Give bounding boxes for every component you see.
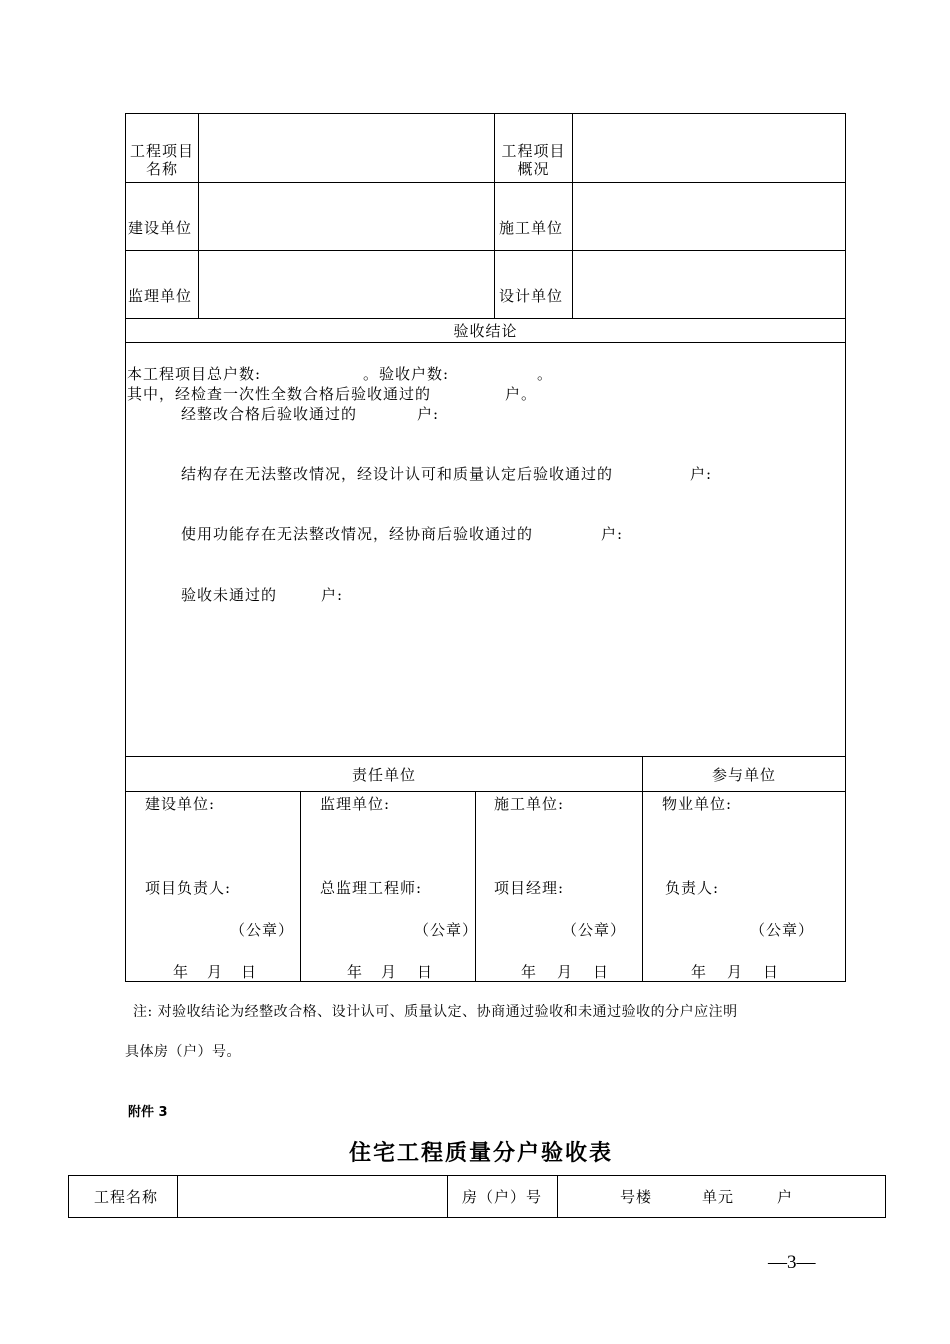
project-overview-label bbox=[495, 142, 572, 178]
sign-person-label: 项目负责人: bbox=[145, 879, 232, 897]
page-number: —3— bbox=[768, 1252, 816, 1273]
date-month: 月 bbox=[381, 963, 398, 981]
total-households-label: 本工程项目总户数: bbox=[127, 365, 262, 383]
construction-unit-field[interactable] bbox=[200, 184, 492, 249]
conclusion-header: 验收结论 bbox=[453, 322, 518, 340]
unit-label: 单元 bbox=[702, 1188, 735, 1206]
seal-label: （公章） bbox=[562, 921, 627, 939]
sign-person-label: 总监理工程师: bbox=[320, 879, 423, 897]
project-name-label-2: 工程名称 bbox=[94, 1188, 159, 1206]
date-year: 年 bbox=[521, 963, 538, 981]
date-month: 月 bbox=[207, 963, 224, 981]
responsible-units-header: 责任单位 bbox=[351, 766, 416, 784]
contractor-unit-field[interactable] bbox=[574, 184, 844, 249]
contractor-unit-label: 施工单位 bbox=[499, 219, 564, 237]
date-day: 日 bbox=[593, 963, 610, 981]
project-name-label bbox=[126, 142, 198, 178]
structure-text: 结构存在无法整改情况，经设计认可和质量认定后验收通过的 bbox=[181, 465, 614, 483]
note-line-1: 注: 对验收结论为经整改合格、设计认可、质量认定、协商通过验收和未通过验收的分户应注明 bbox=[133, 1004, 738, 1020]
date-day: 日 bbox=[241, 963, 258, 981]
date-year: 年 bbox=[347, 963, 364, 981]
attachment-label: 附件 3 bbox=[128, 1105, 168, 1120]
sign-person-label: 负责人: bbox=[665, 879, 720, 897]
sign-unit-label: 施工单位: bbox=[494, 795, 565, 813]
project-name-label-line1: 工程项目 bbox=[129, 142, 194, 160]
function-unit: 户: bbox=[601, 525, 624, 543]
design-unit-label: 设计单位 bbox=[499, 287, 564, 305]
sign-unit-label: 建设单位: bbox=[145, 795, 216, 813]
project-name-label-line2: 名称 bbox=[145, 160, 178, 178]
room-number-label: 房（户）号 bbox=[462, 1188, 543, 1206]
failed-text: 验收未通过的 bbox=[181, 586, 278, 604]
sign-unit-label: 物业单位: bbox=[662, 795, 733, 813]
project-overview-field[interactable] bbox=[574, 115, 844, 181]
note-line-2: 具体房（户）号。 bbox=[125, 1044, 241, 1060]
project-name-field-2[interactable] bbox=[179, 1177, 445, 1216]
function-text: 使用功能存在无法整改情况，经协商后验收通过的 bbox=[181, 525, 534, 543]
date-month: 月 bbox=[727, 963, 744, 981]
supervision-unit-label: 监理单位 bbox=[128, 287, 193, 305]
rectified-text: 经整改合格后验收通过的 bbox=[181, 405, 358, 423]
accepted-households-label: 。验收户数: bbox=[363, 365, 450, 383]
first-pass-unit: 户。 bbox=[505, 385, 538, 403]
first-pass-text: 其中，经检查一次性全数合格后验收通过的 bbox=[127, 385, 432, 403]
rectified-unit: 户: bbox=[417, 405, 440, 423]
construction-unit-label: 建设单位 bbox=[128, 219, 193, 237]
supervision-unit-field[interactable] bbox=[200, 252, 492, 317]
failed-unit: 户: bbox=[321, 586, 344, 604]
sign-unit-label: 监理单位: bbox=[320, 795, 391, 813]
structure-unit: 户: bbox=[690, 465, 713, 483]
end-period: 。 bbox=[537, 365, 554, 383]
date-year: 年 bbox=[173, 963, 190, 981]
building-label: 号楼 bbox=[620, 1188, 653, 1206]
date-month: 月 bbox=[557, 963, 574, 981]
sign-person-label: 项目经理: bbox=[494, 879, 565, 897]
date-day: 日 bbox=[763, 963, 780, 981]
project-overview-label-line1: 工程项目 bbox=[501, 142, 566, 160]
seal-label: （公章） bbox=[750, 921, 815, 939]
seal-label: （公章） bbox=[414, 921, 479, 939]
household-label: 户 bbox=[777, 1188, 794, 1206]
design-unit-field[interactable] bbox=[574, 252, 844, 317]
project-overview-label-line2: 概况 bbox=[517, 160, 550, 178]
seal-label: （公章） bbox=[230, 921, 295, 939]
project-name-field[interactable] bbox=[200, 115, 492, 181]
participant-units-header: 参与单位 bbox=[711, 766, 776, 784]
form-title: 住宅工程质量分户验收表 bbox=[348, 1141, 613, 1166]
date-day: 日 bbox=[417, 963, 434, 981]
date-year: 年 bbox=[691, 963, 708, 981]
